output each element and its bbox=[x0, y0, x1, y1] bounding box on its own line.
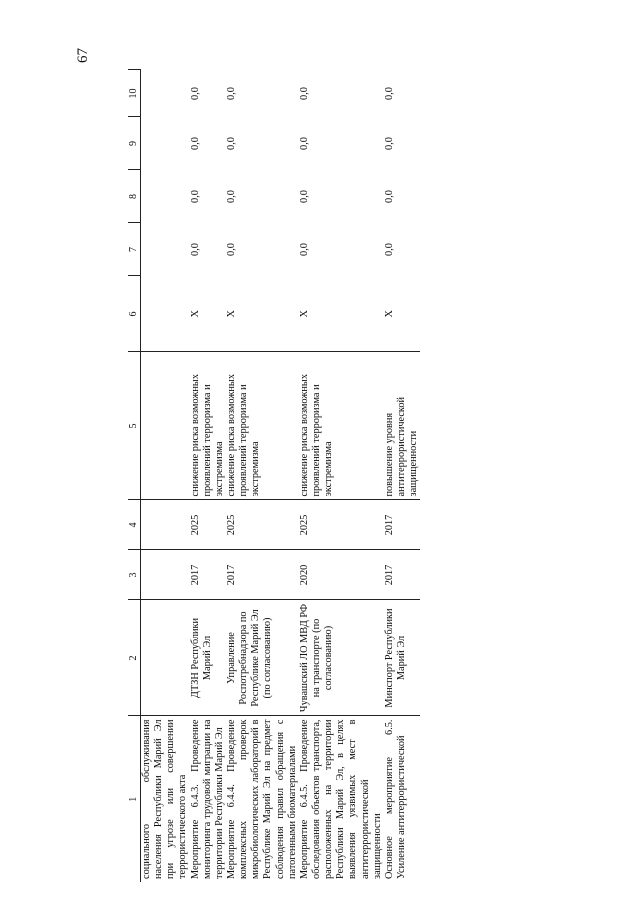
column-header: 9 bbox=[128, 117, 141, 170]
table-row bbox=[190, 70, 226, 882]
column-header: 6 bbox=[128, 276, 141, 352]
column-number-header bbox=[128, 70, 141, 882]
table-row bbox=[384, 70, 420, 882]
executor: Минспорт Республики Марий Эл bbox=[384, 600, 420, 716]
column-header: 10 bbox=[128, 70, 141, 117]
start-year: 2017 bbox=[384, 550, 420, 600]
mark: X bbox=[225, 310, 237, 318]
expected-result bbox=[141, 352, 190, 500]
measure-name: Мероприятие 6.4.5. Проведение обследования объектов транспорта, расположенных на территории Республики Марий Эл, в целях выявления уязвимых мест в антитеррористической защищенности bbox=[299, 716, 384, 882]
value-8: 0,0 bbox=[225, 190, 237, 203]
value-10: 0,0 bbox=[189, 87, 201, 100]
measure-name: социального обслуживания населения Республики Марий Эл при угрозе или совершении террористического акта bbox=[141, 716, 190, 882]
start-year: 2017 bbox=[190, 550, 226, 600]
column-header: 8 bbox=[128, 170, 141, 223]
start-year: 2017 bbox=[226, 550, 299, 600]
table-row bbox=[226, 70, 299, 882]
value-9: 0,0 bbox=[383, 137, 395, 150]
value-9: 0,0 bbox=[189, 137, 201, 150]
mark: X bbox=[189, 310, 201, 318]
column-header: 5 bbox=[128, 352, 141, 500]
value-7: 0,0 bbox=[189, 243, 201, 256]
expected-result: повышение уровня антитеррористической защищенности bbox=[384, 352, 420, 500]
value-9 bbox=[141, 117, 190, 170]
column-header: 2 bbox=[128, 600, 141, 716]
end-year: 2025 bbox=[299, 500, 384, 550]
end-year: 2025 bbox=[226, 500, 299, 550]
executor: Управление Роспотребнадзора по Республике Марий Эл (по согласованию) bbox=[226, 600, 299, 716]
value-7 bbox=[141, 223, 190, 276]
value-7: 0,0 bbox=[225, 243, 237, 256]
value-8: 0,0 bbox=[383, 190, 395, 203]
column-header: 7 bbox=[128, 223, 141, 276]
end-year: 2017 bbox=[384, 500, 420, 550]
measure-name: Мероприятие 6.4.3. Проведение мониторинга трудовой миграции на территории Республики Марий Эл bbox=[190, 716, 226, 882]
value-8: 0,0 bbox=[298, 190, 310, 203]
expected-result: снижение риска возможных проявлений терроризма и экстремизма bbox=[299, 352, 384, 500]
value-9: 0,0 bbox=[298, 137, 310, 150]
column-header: 1 bbox=[128, 716, 141, 882]
mark: X bbox=[383, 310, 395, 318]
end-year: 2025 bbox=[190, 500, 226, 550]
column-header: 3 bbox=[128, 550, 141, 600]
expected-result: снижение риска возможных проявлений терроризма и экстремизма bbox=[226, 352, 299, 500]
expected-result: снижение риска возможных проявлений терроризма и экстремизма bbox=[190, 352, 226, 500]
value-8 bbox=[141, 170, 190, 223]
measure-name: Мероприятие 6.4.4. Проведение комплексных проверок микробиологических лабораторий в Республике Марий Эл на предмет соблюдения правил обращения с патогенными биоматериалами bbox=[226, 716, 299, 882]
value-10: 0,0 bbox=[383, 87, 395, 100]
executor: ДТЗН Республики Марий Эл bbox=[190, 600, 226, 716]
executor: Чувашский ЛО МВД РФ на транспорте (по согласованию) bbox=[299, 600, 384, 716]
value-7: 0,0 bbox=[383, 243, 395, 256]
start-year: 2020 bbox=[299, 550, 384, 600]
executor bbox=[141, 600, 190, 716]
value-10: 0,0 bbox=[298, 87, 310, 100]
table-row bbox=[141, 70, 190, 882]
value-10: 0,0 bbox=[225, 87, 237, 100]
value-7: 0,0 bbox=[298, 243, 310, 256]
end-year bbox=[141, 500, 190, 550]
start-year bbox=[141, 550, 190, 600]
value-10 bbox=[141, 70, 190, 117]
measure-name: Основное мероприятие 6.5. Усиление антитеррористической bbox=[384, 716, 420, 882]
rotated-document-page bbox=[128, 70, 628, 882]
column-header: 4 bbox=[128, 500, 141, 550]
mark bbox=[141, 276, 190, 352]
value-8: 0,0 bbox=[189, 190, 201, 203]
mark: X bbox=[298, 310, 310, 318]
measures-table bbox=[128, 70, 420, 883]
value-9: 0,0 bbox=[225, 137, 237, 150]
page-number: 67 bbox=[75, 48, 91, 63]
table-row bbox=[299, 70, 384, 882]
